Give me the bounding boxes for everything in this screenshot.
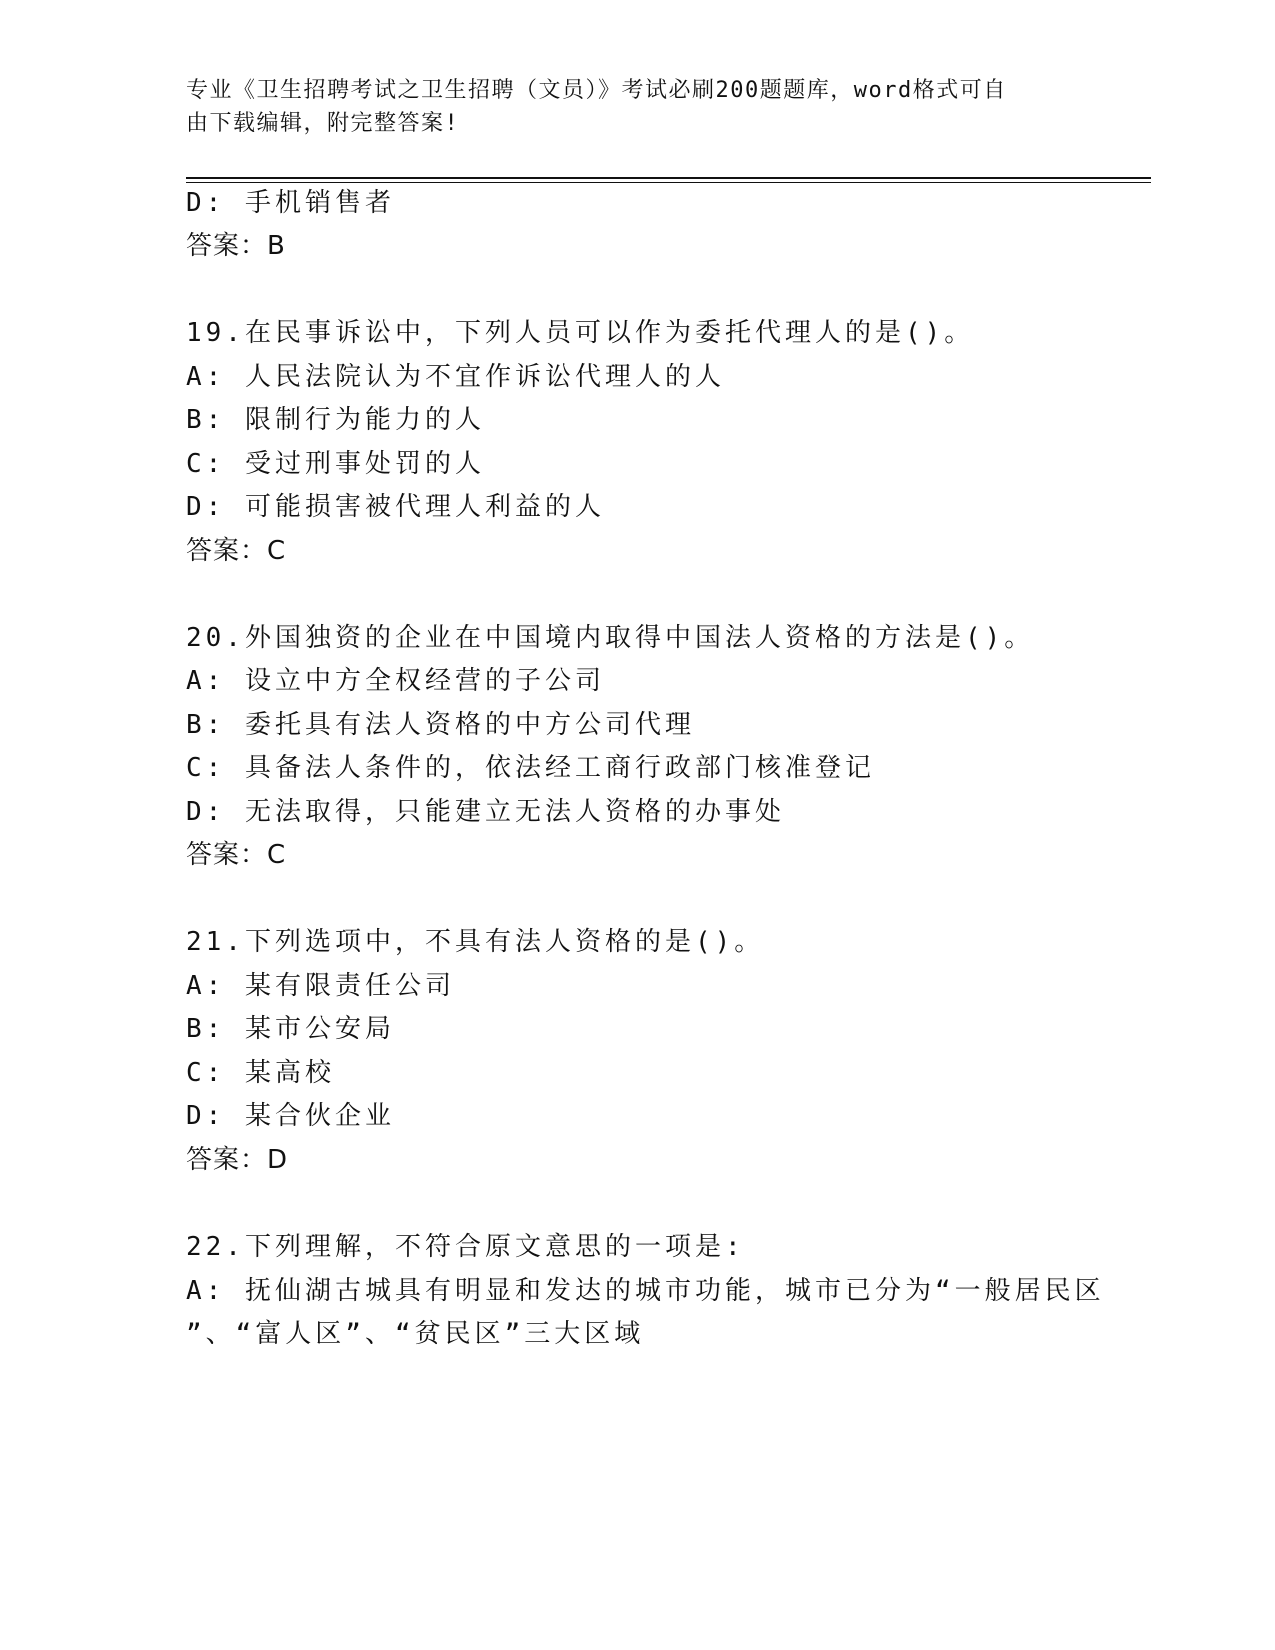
question-21-option-a: A: 某有限责任公司 [186, 971, 455, 1001]
header-divider-thick [186, 177, 1151, 179]
question-21-option-d: D: 某合伙企业 [186, 1101, 395, 1131]
question-19-answer: 答案：C [186, 536, 287, 566]
question-20-option-a: A: 设立中方全权经营的子公司 [186, 666, 605, 696]
question-19-option-b: B: 限制行为能力的人 [186, 405, 485, 435]
prev-answer: 答案：B [186, 231, 286, 261]
question-19-option-c: C: 受过刑事处罚的人 [186, 449, 485, 479]
question-20-option-b: B: 委托具有法人资格的中方公司代理 [186, 710, 695, 740]
question-21-answer: 答案：D [186, 1145, 289, 1175]
question-21-option-c: C: 某高校 [186, 1058, 335, 1088]
question-20-option-c: C: 具备法人条件的，依法经工商行政部门核准登记 [186, 753, 875, 783]
document-header [186, 74, 1066, 140]
question-20-stem: 20.外国独资的企业在中国境内取得中国法人资格的方法是()。 [186, 623, 1035, 653]
question-21-option-b: B: 某市公安局 [186, 1014, 395, 1044]
question-21-stem: 21.下列选项中，不具有法人资格的是()。 [186, 927, 765, 957]
header-divider-thin [186, 182, 1151, 183]
question-19-option-d: D: 可能损害被代理人利益的人 [186, 492, 605, 522]
question-22-option-a-continued: ”、“富人区”、“贫民区”三大区域 [186, 1319, 645, 1349]
question-19-stem: 19.在民事诉讼中，下列人员可以作为委托代理人的是()。 [186, 318, 975, 348]
question-20-option-d: D: 无法取得，只能建立无法人资格的办事处 [186, 797, 785, 827]
header-line-2: 由下载编辑，附完整答案! [186, 111, 460, 136]
question-22-stem: 22.下列理解，不符合原文意思的一项是: [186, 1232, 745, 1262]
question-20-answer: 答案：C [186, 840, 287, 870]
question-19-option-a: A: 人民法院认为不宜作诉讼代理人的人 [186, 362, 725, 392]
prev-option-d: D: 手机销售者 [186, 188, 395, 218]
header-line-1: 专业《卫生招聘考试之卫生招聘（文员）》考试必刷200题题库，word格式可自 [186, 78, 1007, 103]
question-22-option-a: A: 抚仙湖古城具有明显和发达的城市功能，城市已分为“一般居民区 [186, 1276, 1105, 1306]
